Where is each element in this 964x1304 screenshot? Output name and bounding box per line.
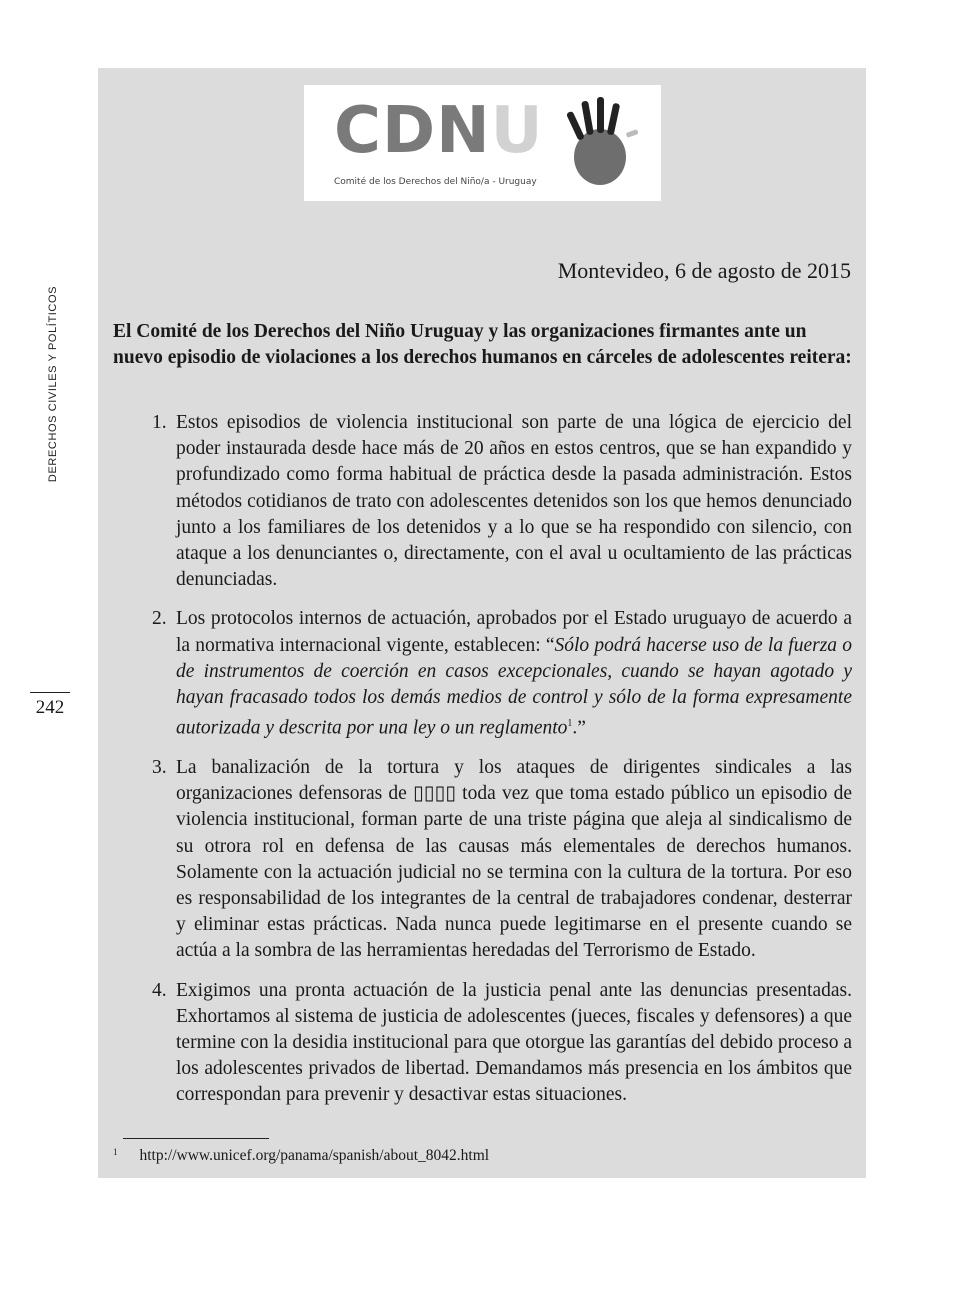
hand-icon: [554, 93, 644, 189]
list-item: [152, 755, 852, 965]
footnote-ref: 1: [567, 718, 573, 730]
list-item: [152, 606, 852, 742]
list-item-number: 2.: [152, 608, 167, 630]
logo-caption: Comité de los Derechos del Niño/a - Uruguay: [334, 177, 537, 187]
list-item-number: 3.: [152, 756, 167, 778]
side-section-label: DERECHOS CIVILES Y POLÍTICOS: [47, 285, 59, 483]
footnote-url[interactable]: http://www.unicef.org/panama/spanish/about_8042.html: [139, 1147, 490, 1164]
footnote: [113, 1147, 489, 1165]
list-item-text: Estos episodios de violencia institucional son parte de una lógica de ejercicio del poder instaurada desde hace más de 20 años en estos centros, que se han expandido y profundizado como forma habitual de práctica desde la pasada administración. Estos métodos cotidianos de trato con adolescentes detenidos son los que hemos denunciado junto a los familiares de los detenidos y a lo que se ha respondido con silencio, con ataque a los denunciantes o, directamente, con el aval u ocultamiento de las prácticas denunciadas.: [176, 412, 852, 591]
footnote-number: 1: [113, 1147, 118, 1157]
footnote-rule: [123, 1138, 269, 1139]
list-item-number: 4.: [152, 979, 167, 1001]
letter-date: Montevideo, 6 de agosto de 2015: [557, 258, 851, 283]
list-item-text: La banalización de la tortura y los ataques de dirigentes sindicales a las organizaciones defensoras de ▯▯▯▯ toda vez que toma estado público un episodio de violencia institucional, forman parte de una triste página que aleja al sindicalismo de su otrora rol en defensa de las causas más elementales de derechos humanos. Solamente con la actuación judicial no se termina con la cultura de la tortura. Por eso es responsabilidad de los integrantes de la central de trabajadores condenar, desterrar y eliminar estas prácticas. Nada nunca puede legitimarse en el presente cuando se actúa a la sombra de las herramientas heredadas del Terrorismo de Estado.: [176, 756, 852, 962]
list-item: [152, 410, 852, 593]
logo-letters: CDNU: [334, 94, 544, 168]
list-item-text: Los protocolos internos de actuación, aprobados por el Estado uruguayo de acuerdo a la normativa internacional vigente, establecen: “Sólo podrá hacerse uso de la fuerza o de instrumentos de coerción en casos excepcionales, cuando se hayan agotado y hayan fracasado todos los demás medios de control y sólo de la forma expresamente autorizada y descrita por una ley o un reglamento$^1$.”: [176, 608, 853, 739]
cdnu-logo: [304, 85, 661, 201]
page-number: 242: [30, 692, 70, 719]
list-item: [152, 978, 852, 1109]
list-item-number: 1.: [152, 412, 167, 433]
letter-heading: El Comité de los Derechos del Niño Uruguay y las organizaciones firmantes ante un nuevo episodio de violaciones a los derechos humanos en cárceles de adolescentes reitera:: [113, 321, 852, 368]
numbered-list: [152, 410, 852, 1122]
quoted-protocol: Sólo podrá hacerse uso de la fuerza o de instrumentos de coerción en casos excepcionales, cuando se hayan agotado y hayan fracasado todos los demás medios de control y sólo de la forma expresamente autorizada y descrita por una ley o un reglamento: [176, 634, 853, 739]
list-item-text: Exigimos una pronta actuación de la justicia penal ante las denuncias presentadas. Exhortamos al sistema de justicia de adolescentes (jueces, fiscales y defensores) a que termine con la desidia institucional para que otorgue las garantías del debido proceso a los adolescentes privados de libertad. Demandamos más presencia en los ámbitos que correspondan para prevenir y desactivar estas situaciones.: [176, 979, 852, 1106]
